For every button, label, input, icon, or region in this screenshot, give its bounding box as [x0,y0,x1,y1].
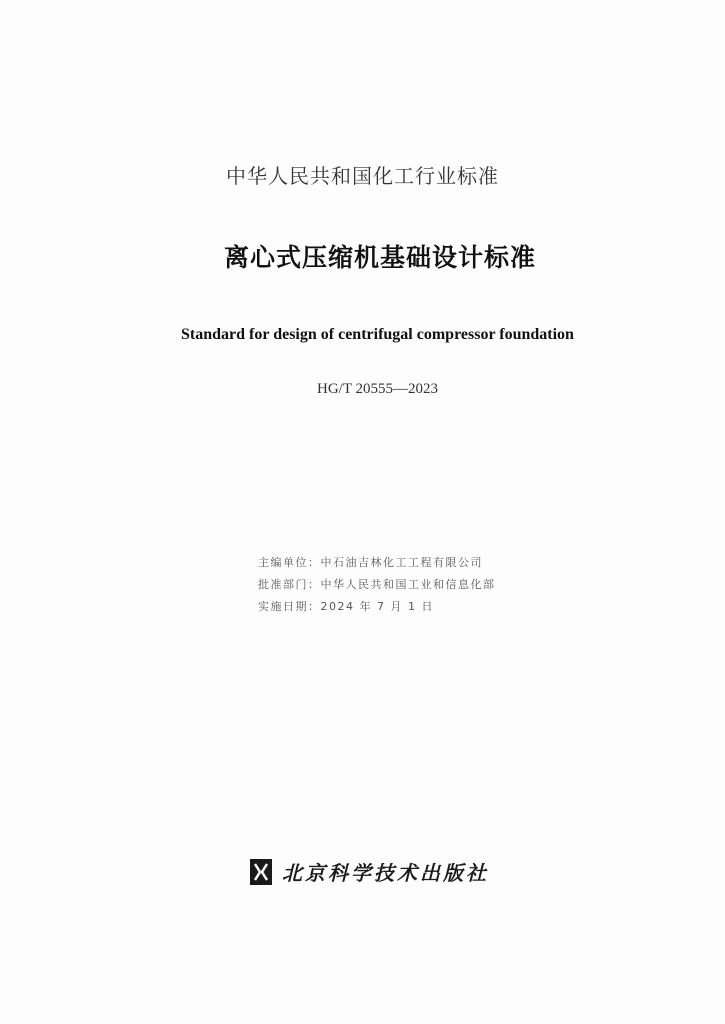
editor-unit: 主编单位：中石油吉林化工工程有限公司 [258,556,483,569]
publisher [250,857,489,886]
publisher-name: 北京科学技术出版社 [282,861,489,885]
publication-info [258,552,618,618]
standard-number: HG/T 20555—2023 [317,381,438,397]
effective-date: 实施日期：2024 年 7 月 1 日 [258,600,434,613]
chinese-title: 离心式压缩机基础设计标准 [223,243,536,272]
approving-department: 批准部门：中华人民共和国工业和信息化部 [258,578,496,591]
series-title: 中华人民共和国化工行业标准 [226,164,499,188]
english-title: Standard for design of centrifugal compressor foundation [181,326,574,343]
publisher-logo-icon [250,859,272,885]
